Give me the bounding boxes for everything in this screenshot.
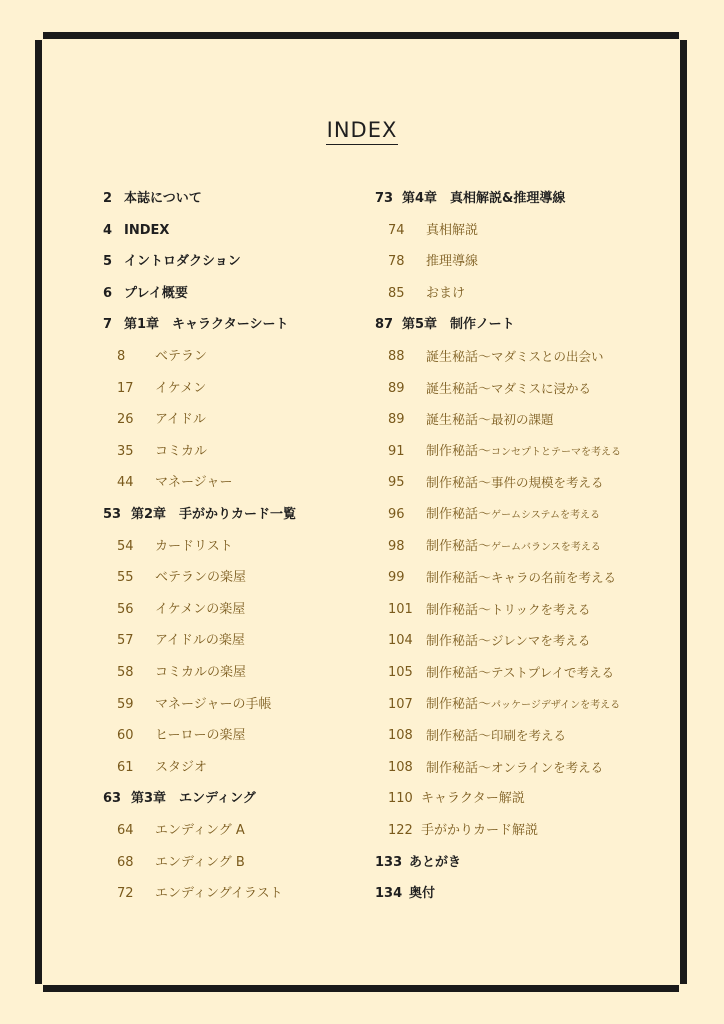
toc-item-label[interactable] bbox=[426, 728, 566, 745]
toc-label-text: 制作秘話〜 bbox=[426, 602, 492, 618]
toc-chapter-label[interactable] bbox=[131, 791, 256, 807]
toc-label-text: 第1章 キャラクターシート bbox=[124, 317, 289, 333]
toc-page-number: 58 bbox=[117, 665, 134, 680]
toc-page-number: 108 bbox=[388, 759, 413, 775]
toc-label-text: おまけ bbox=[426, 285, 466, 301]
toc-chapter-label[interactable] bbox=[409, 855, 461, 871]
toc-label-text: エンディング A bbox=[155, 823, 245, 838]
toc-label-subtitle: マダミスに浸かる bbox=[491, 380, 592, 396]
toc-item-label[interactable] bbox=[426, 697, 620, 714]
toc-item-label[interactable] bbox=[155, 855, 245, 871]
toc-page-number: 68 bbox=[117, 854, 134, 870]
toc-chapter-label[interactable] bbox=[124, 191, 202, 207]
toc-page-number: 5 bbox=[103, 254, 113, 270]
toc-item-label[interactable] bbox=[155, 570, 246, 586]
toc-label-text: 制作秘話〜 bbox=[426, 571, 492, 587]
toc-page-number: 133 bbox=[375, 854, 403, 870]
toc-page-number: 105 bbox=[388, 665, 413, 680]
toc-chapter-label[interactable] bbox=[124, 286, 188, 302]
toc-label-text: 本誌について bbox=[124, 191, 202, 206]
toc-label-subtitle: 事件の規模を考える bbox=[491, 475, 604, 491]
toc-label-text: カードリスト bbox=[155, 538, 233, 554]
toc-label-subtitle: オンラインを考える bbox=[491, 759, 604, 775]
toc-page-number: 60 bbox=[117, 728, 134, 744]
toc-page-number: 6 bbox=[103, 285, 113, 301]
toc-page-number: 54 bbox=[117, 538, 134, 554]
toc-label-text: イケメン bbox=[155, 380, 207, 396]
toc-label-text: 推理導線 bbox=[426, 254, 479, 270]
toc-label-text: 第3章 エンディング bbox=[131, 791, 256, 807]
toc-page-number: 96 bbox=[388, 507, 405, 522]
frame-corner-notch bbox=[679, 984, 689, 994]
toc-label-text: イケメンの楽屋 bbox=[155, 601, 246, 617]
toc-label-subtitle: トリックを考える bbox=[491, 601, 591, 617]
toc-item-label[interactable] bbox=[155, 475, 232, 491]
toc-item-label[interactable] bbox=[426, 665, 614, 682]
toc-label-text: コミカルの楽屋 bbox=[155, 665, 247, 680]
toc-item-label[interactable] bbox=[155, 444, 207, 460]
frame-corner-notch bbox=[33, 984, 43, 994]
toc-label-text: 真相解説 bbox=[426, 222, 479, 238]
toc-page-number: 104 bbox=[388, 633, 413, 649]
toc-page-number: 95 bbox=[388, 475, 405, 491]
toc-page-number: 89 bbox=[388, 412, 405, 428]
toc-page-number: 57 bbox=[117, 633, 134, 649]
toc-item-label[interactable] bbox=[155, 349, 207, 365]
toc-item-label[interactable] bbox=[426, 412, 554, 429]
frame-corner-notch bbox=[33, 30, 43, 40]
toc-label-text: 制作秘話〜 bbox=[426, 760, 492, 776]
toc-label-text: スタジオ bbox=[155, 759, 208, 775]
toc-item-label[interactable] bbox=[426, 286, 465, 302]
toc-page-number: 63 bbox=[103, 791, 122, 807]
toc-page-number: 35 bbox=[117, 443, 134, 459]
toc-page-number: 17 bbox=[117, 380, 134, 396]
toc-chapter-label[interactable] bbox=[124, 223, 169, 239]
toc-chapter-label[interactable] bbox=[402, 317, 515, 333]
toc-page-number: 53 bbox=[103, 507, 122, 522]
toc-item-label[interactable] bbox=[426, 475, 604, 492]
toc-item-label[interactable] bbox=[155, 633, 245, 649]
toc-label-subtitle: 印刷を考える bbox=[491, 728, 567, 744]
toc-page-number: 72 bbox=[117, 886, 134, 902]
toc-item-label[interactable] bbox=[155, 760, 207, 776]
toc-page-number: 108 bbox=[388, 728, 413, 744]
toc-item-label[interactable] bbox=[426, 760, 603, 777]
toc-item-label[interactable] bbox=[155, 381, 206, 397]
toc-page-number: 87 bbox=[375, 317, 394, 333]
toc-page-number: 110 bbox=[388, 791, 413, 807]
toc-item-label[interactable] bbox=[421, 791, 525, 807]
toc-label-text: 制作秘話〜 bbox=[426, 538, 492, 554]
toc-page-number: 134 bbox=[375, 886, 403, 902]
toc-label-text: マネージャー bbox=[155, 475, 233, 491]
toc-label-subtitle: ゲームバランスを考える bbox=[491, 541, 601, 553]
toc-page-number: 2 bbox=[103, 191, 113, 206]
toc-page-number: 78 bbox=[388, 254, 405, 270]
toc-label-subtitle: テストプレイで考える bbox=[491, 665, 615, 680]
toc-page-number: 74 bbox=[388, 222, 405, 238]
toc-label-text: マネージャーの手帳 bbox=[155, 696, 272, 712]
toc-page-number: 98 bbox=[388, 538, 405, 554]
toc-label-text: あとがき bbox=[409, 854, 462, 870]
toc-label-text: 第2章 手がかりカード一覧 bbox=[131, 507, 297, 522]
toc-item-label[interactable] bbox=[155, 412, 206, 428]
toc-item-label[interactable] bbox=[155, 823, 245, 839]
toc-label-text: 制作秘話〜 bbox=[426, 443, 492, 459]
toc-item-label[interactable] bbox=[426, 381, 591, 398]
toc-page-number: 64 bbox=[117, 823, 134, 838]
toc-chapter-label[interactable] bbox=[402, 191, 565, 207]
toc-label-text: 制作秘話〜 bbox=[426, 696, 492, 712]
toc-page-number: 73 bbox=[375, 191, 394, 206]
toc-item-label[interactable] bbox=[426, 349, 604, 366]
toc-label-subtitle: キャラの名前を考える bbox=[491, 570, 617, 586]
toc-label-subtitle: 最初の課題 bbox=[491, 412, 554, 428]
toc-label-text: アイドル bbox=[155, 412, 206, 428]
toc-item-label[interactable] bbox=[155, 602, 245, 618]
toc-page-number: 7 bbox=[103, 317, 113, 333]
toc-chapter-label[interactable] bbox=[124, 317, 289, 333]
toc-page-number: 56 bbox=[117, 601, 134, 617]
toc-label-text: 第4章 真相解説&推理導線 bbox=[402, 191, 566, 206]
toc-item-label[interactable] bbox=[426, 507, 600, 524]
toc-label-text: ヒーローの楽屋 bbox=[155, 728, 246, 744]
toc-item-label[interactable] bbox=[426, 254, 478, 270]
toc-item-label[interactable] bbox=[426, 570, 616, 587]
toc-label-text: INDEX bbox=[124, 222, 170, 238]
toc-label-text: コミカル bbox=[155, 443, 208, 459]
toc-label-text: 手がかりカード解説 bbox=[421, 823, 539, 838]
toc-label-text: ベテラン bbox=[155, 349, 208, 364]
toc-page-number: 8 bbox=[117, 349, 126, 364]
toc-label-subtitle: ジレンマを考える bbox=[491, 633, 591, 649]
toc-item-label[interactable] bbox=[426, 223, 478, 239]
toc-chapter-label[interactable] bbox=[124, 254, 241, 270]
toc-label-text: 制作秘話〜 bbox=[426, 476, 492, 492]
toc-chapter-label[interactable] bbox=[409, 886, 435, 902]
toc-label-text: 制作秘話〜 bbox=[426, 666, 492, 681]
toc-page-number: 4 bbox=[103, 222, 113, 238]
toc-page-number: 88 bbox=[388, 349, 405, 364]
toc-page-number: 122 bbox=[388, 823, 413, 838]
toc-label-text: ベテランの楽屋 bbox=[155, 570, 247, 586]
toc-label-subtitle: ゲームシステムを考える bbox=[491, 510, 601, 521]
toc-chapter-label[interactable] bbox=[131, 507, 296, 523]
toc-label-text: 誕生秘話〜 bbox=[426, 413, 492, 429]
toc-item-label[interactable] bbox=[426, 444, 621, 461]
toc-label-subtitle: マダミスとの出会い bbox=[491, 349, 604, 364]
toc-label-text: 制作秘話〜 bbox=[426, 507, 492, 522]
toc-page-number: 55 bbox=[117, 570, 134, 586]
toc-item-label[interactable] bbox=[155, 539, 233, 555]
toc-item-label[interactable] bbox=[155, 886, 283, 902]
toc-label-subtitle: パッケージデザインを考える bbox=[491, 699, 621, 711]
toc-label-text: キャラクター解説 bbox=[421, 791, 525, 807]
toc-item-label[interactable] bbox=[421, 823, 538, 839]
toc-label-text: イントロダクション bbox=[124, 254, 241, 270]
page-title: INDEX bbox=[326, 118, 399, 145]
toc-item-label[interactable] bbox=[155, 697, 271, 713]
toc-page-number: 44 bbox=[117, 475, 134, 491]
page-title-wrap bbox=[0, 118, 724, 145]
toc-label-text: 誕生秘話〜 bbox=[426, 350, 492, 365]
toc-label-subtitle: コンセプトとテーマを考える bbox=[491, 446, 622, 458]
toc-label-text: 制作秘話〜 bbox=[426, 729, 492, 745]
toc-item-label[interactable] bbox=[426, 539, 601, 556]
toc-label-text: 奥付 bbox=[409, 886, 436, 902]
toc-item-label[interactable] bbox=[155, 728, 245, 744]
toc-item-label[interactable] bbox=[155, 665, 246, 681]
frame-corner-notch bbox=[679, 30, 689, 40]
toc-item-label[interactable] bbox=[426, 633, 590, 650]
toc-page-number: 26 bbox=[117, 412, 134, 428]
toc-page-number: 61 bbox=[117, 759, 134, 775]
toc-label-text: プレイ概要 bbox=[124, 285, 188, 301]
toc-page-number: 107 bbox=[388, 696, 413, 712]
toc-label-text: アイドルの楽屋 bbox=[155, 633, 245, 649]
toc-label-text: エンディング B bbox=[155, 854, 245, 870]
toc-page-number: 85 bbox=[388, 285, 405, 301]
toc-label-text: 第5章 制作ノート bbox=[402, 317, 515, 333]
toc-page-number: 91 bbox=[388, 443, 405, 459]
toc-label-text: エンディングイラスト bbox=[155, 886, 283, 902]
toc-page-number: 99 bbox=[388, 570, 405, 586]
toc-page-number: 89 bbox=[388, 380, 405, 396]
toc-label-text: 誕生秘話〜 bbox=[426, 381, 492, 397]
toc-label-text: 制作秘話〜 bbox=[426, 634, 492, 650]
toc-page-number: 59 bbox=[117, 696, 134, 712]
toc-item-label[interactable] bbox=[426, 602, 591, 619]
toc-page-number: 101 bbox=[388, 601, 413, 617]
